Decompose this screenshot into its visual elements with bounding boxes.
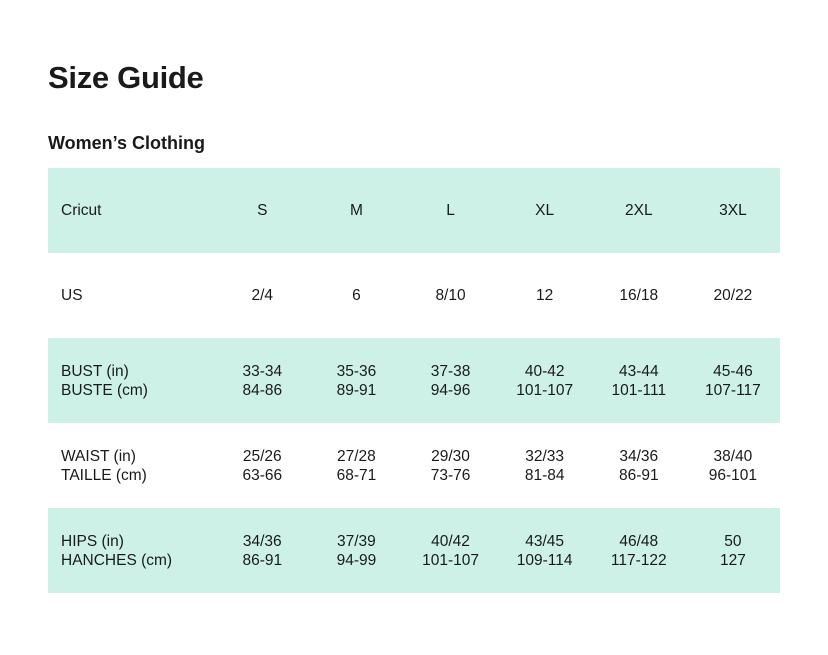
cell-value-in: 40/42 bbox=[431, 532, 470, 550]
table-cell bbox=[309, 253, 403, 338]
cell-value-in: 34/36 bbox=[619, 447, 659, 465]
row-label-line: HIPS (in) bbox=[61, 532, 124, 550]
header-size-cell: M bbox=[349, 202, 363, 219]
cell-value-cm: 63-66 bbox=[242, 466, 283, 484]
table-cell bbox=[309, 508, 403, 593]
table-header-row bbox=[48, 168, 780, 253]
row-label-line: WAIST (in) bbox=[61, 447, 136, 465]
cell-value-in: 37-38 bbox=[430, 362, 471, 380]
cell-value: 12 bbox=[536, 287, 554, 304]
table-cell bbox=[403, 338, 497, 423]
cell-value-cm: 86-91 bbox=[242, 551, 283, 569]
cell-value-cm: 96-101 bbox=[708, 466, 758, 484]
table-cell bbox=[498, 253, 592, 338]
cell-value-cm: 127 bbox=[719, 551, 746, 569]
table-cell bbox=[215, 508, 309, 593]
row-label-line: BUST (in) bbox=[61, 362, 129, 380]
row-label-cell bbox=[48, 508, 215, 593]
row-label-line: HANCHES (cm) bbox=[61, 551, 173, 569]
row-label-cell bbox=[48, 338, 215, 423]
table-row-bust bbox=[48, 338, 780, 423]
cell-value-in: 25/26 bbox=[242, 447, 282, 465]
table-cell bbox=[309, 338, 403, 423]
cell-value-cm: 117-122 bbox=[610, 551, 667, 569]
header-size-cell: S bbox=[257, 202, 268, 219]
cell-value-in: 46/48 bbox=[619, 532, 659, 550]
cell-value-cm: 107-117 bbox=[705, 381, 761, 399]
cell-value-cm: 84-86 bbox=[242, 381, 283, 399]
cell-value-in: 43/45 bbox=[525, 532, 565, 550]
cell-value: 6 bbox=[352, 287, 361, 304]
table-cell bbox=[403, 423, 497, 508]
cell-value: 8/10 bbox=[435, 287, 466, 304]
table-cell bbox=[403, 508, 497, 593]
table-row-us bbox=[48, 253, 780, 338]
cell-value-cm: 73-76 bbox=[430, 466, 471, 484]
cell-value-in: 32/33 bbox=[525, 447, 565, 465]
section-title: Women’s Clothing bbox=[48, 133, 205, 153]
cell-value-cm: 101-107 bbox=[516, 381, 574, 399]
table-cell bbox=[592, 508, 686, 593]
cell-value: 2/4 bbox=[251, 287, 274, 304]
table-cell bbox=[498, 338, 592, 423]
table-cell bbox=[686, 423, 780, 508]
table-cell bbox=[498, 423, 592, 508]
table-cell bbox=[498, 508, 592, 593]
header-size-cell: XL bbox=[535, 202, 555, 219]
cell-value-cm: 86-91 bbox=[618, 466, 659, 484]
cell-value-cm: 101-111 bbox=[611, 381, 667, 399]
cell-value: 20/22 bbox=[713, 287, 753, 304]
table-cell bbox=[686, 338, 780, 423]
table-cell bbox=[403, 253, 497, 338]
row-label-cell bbox=[48, 423, 215, 508]
table-row-hips bbox=[48, 508, 780, 593]
cell-value-in: 27/28 bbox=[337, 447, 376, 465]
table-cell bbox=[686, 508, 780, 593]
header-size-cell: 2XL bbox=[624, 202, 653, 219]
cell-value-cm: 94-96 bbox=[430, 381, 471, 399]
size-table bbox=[48, 168, 780, 593]
row-label-line: BUSTE (cm) bbox=[61, 381, 148, 399]
table-cell bbox=[592, 338, 686, 423]
cell-value-cm: 81-84 bbox=[524, 466, 565, 484]
table-cell bbox=[592, 423, 686, 508]
cell-value-in: 29/30 bbox=[431, 447, 470, 465]
cell-value-in: 38/40 bbox=[713, 447, 753, 465]
cell-value-in: 50 bbox=[724, 532, 742, 550]
table-row-waist bbox=[48, 423, 780, 508]
header-size-cell: L bbox=[446, 202, 455, 219]
cell-value-in: 37/39 bbox=[337, 532, 376, 550]
table-cell bbox=[309, 423, 403, 508]
cell-value-cm: 68-71 bbox=[336, 466, 377, 484]
cell-value-in: 45-46 bbox=[713, 362, 753, 380]
cell-value-in: 40-42 bbox=[524, 362, 565, 380]
cell-value-in: 43-44 bbox=[618, 362, 659, 380]
header-label-cell: Cricut bbox=[61, 202, 102, 219]
table-cell bbox=[592, 253, 686, 338]
cell-value-in: 34/36 bbox=[242, 532, 282, 550]
table-cell bbox=[215, 253, 309, 338]
cell-value-in: 35-36 bbox=[336, 362, 377, 380]
table-cell bbox=[215, 423, 309, 508]
cell-value-cm: 89-91 bbox=[336, 381, 377, 399]
row-label-line: US bbox=[61, 287, 83, 304]
cell-value-cm: 109-114 bbox=[516, 551, 573, 569]
page-title: Size Guide bbox=[48, 60, 204, 95]
table-cell bbox=[686, 253, 780, 338]
table-cell bbox=[215, 338, 309, 423]
row-label-cell bbox=[48, 253, 215, 338]
cell-value-cm: 94-99 bbox=[336, 551, 377, 569]
row-label-line: TAILLE (cm) bbox=[61, 466, 147, 484]
cell-value-in: 33-34 bbox=[242, 362, 283, 380]
header-size-cell: 3XL bbox=[719, 202, 747, 219]
cell-value: 16/18 bbox=[619, 287, 659, 304]
cell-value-cm: 101-107 bbox=[422, 551, 479, 569]
